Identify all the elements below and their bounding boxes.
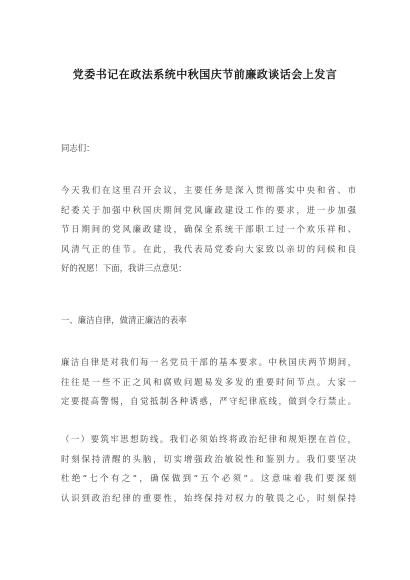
paragraph-intro: [61, 181, 356, 279]
paragraph-line: 今天我们在这里召开会议，主要任务是深入贯彻落实中央和省、市: [61, 185, 356, 195]
paragraph-line: 纪委关于加强中秋国庆期间党风廉政建设工作的要求，进一步加强: [61, 204, 356, 215]
paragraph-self-discipline: [61, 353, 356, 412]
section-heading: 一、廉洁自律，做清正廉洁的表率: [61, 315, 187, 325]
paragraph-ideological-defense: [61, 430, 356, 508]
salutation: 同志们：: [61, 143, 95, 153]
paragraph-line: 定要提高警惕，自觉抵制各种诱惑，严守纪律底线，做到令行禁止。: [61, 396, 356, 407]
paragraph-line: 节日期间的党风廉政建设，确保全系统干部职工过一个欢乐祥和、: [61, 224, 356, 235]
paragraph-line: 认识到政治纪律的重要性，始终保持对权力的敬畏之心，时刻保持: [61, 492, 356, 503]
paragraph-line: 时刻保持清醒的头脑，切实增强政治敏锐性和鉴别力。我们要坚决: [61, 453, 356, 464]
paragraph-line: 往往是一些不正之风和腐败问题易发多发的重要时间节点。大家一: [61, 376, 356, 387]
paragraph-line: 杜绝“七个有之”，确保做到“五个必须”。这意味着我们要深刻: [61, 473, 356, 484]
paragraph-line: （一）要筑牢思想防线。我们必须始终将政治纪律和规矩摆在首位，: [61, 434, 356, 444]
paragraph-line: 好的祝愿！下面，我讲三点意见：: [61, 263, 187, 274]
paragraph-line: 风清气正的佳节。在此，我代表局党委向大家致以亲切的问候和良: [61, 243, 356, 254]
paragraph-line: 廉洁自律是对我们每一名党员干部的基本要求。中秋国庆两节期间，: [61, 357, 356, 367]
document-title: 党委书记在政法系统中秋国庆节前廉政谈话会上发言: [72, 68, 338, 81]
